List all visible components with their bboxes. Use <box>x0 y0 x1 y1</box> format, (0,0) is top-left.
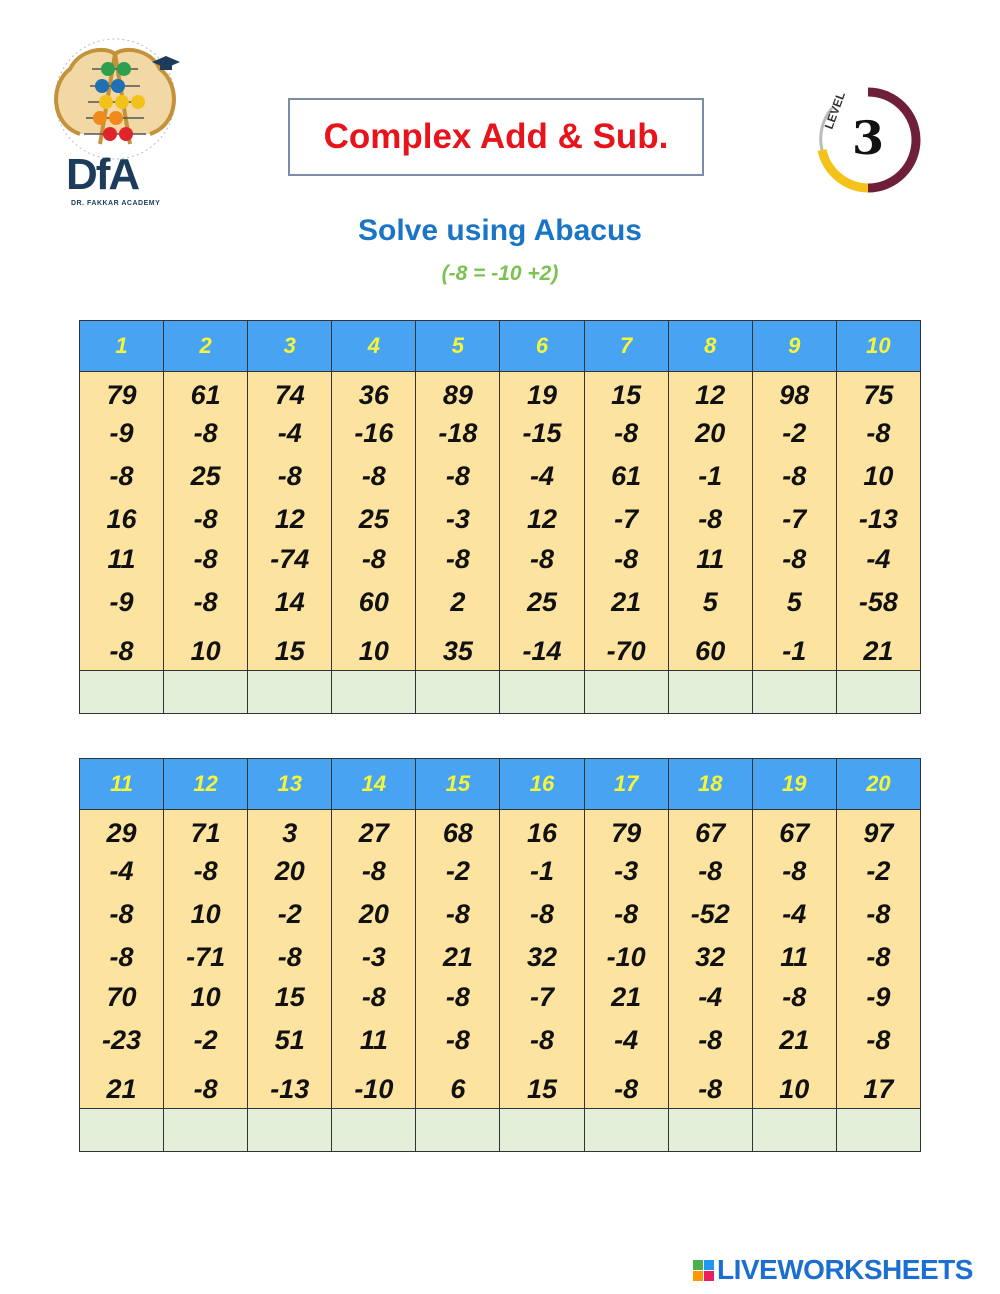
addend: 20 <box>695 418 726 448</box>
problem-column <box>500 810 583 1108</box>
problem-number: 12 <box>164 759 248 810</box>
addend: 67 <box>779 818 810 848</box>
answer-input[interactable] <box>837 1109 920 1151</box>
addend: -7 <box>782 504 807 534</box>
level-word: LEVEL <box>821 89 849 132</box>
addend: 11 <box>780 942 809 972</box>
addend: 10 <box>190 899 221 929</box>
problem-column <box>248 372 331 670</box>
addend: -4 <box>698 982 723 1012</box>
liveworksheets-wordmark: LIVEWORKSHEETS <box>717 1254 973 1285</box>
instruction-hint: (-8 = -10 +2) <box>441 262 559 285</box>
addend: -8 <box>866 418 891 448</box>
addend: -58 <box>858 587 898 617</box>
problem-column <box>80 372 163 670</box>
answer-input[interactable] <box>585 1109 668 1151</box>
addend: 12 <box>695 380 726 410</box>
addend: -8 <box>866 1025 891 1055</box>
problem-table-1 <box>79 320 921 714</box>
answer-input[interactable] <box>669 1109 752 1151</box>
answer-cell[interactable] <box>500 1109 584 1152</box>
answer-input[interactable] <box>164 671 247 713</box>
addend: -1 <box>530 856 555 886</box>
addend: -8 <box>445 899 470 929</box>
problem-number: 5 <box>416 321 500 372</box>
addend: -8 <box>193 856 218 886</box>
addend: 67 <box>695 818 726 848</box>
addend: -8 <box>782 856 807 886</box>
addend: 98 <box>779 380 810 410</box>
addend: -8 <box>445 544 470 574</box>
addend: -8 <box>361 461 386 491</box>
problem-number: 4 <box>332 321 416 372</box>
addend: -13 <box>270 1074 310 1104</box>
addend: -2 <box>277 899 302 929</box>
answer-input[interactable] <box>500 1109 583 1151</box>
addend: 89 <box>442 380 473 410</box>
addend: -8 <box>445 1025 470 1055</box>
addend: 79 <box>106 380 137 410</box>
answer-cell[interactable] <box>80 671 164 714</box>
problem-column <box>332 372 415 670</box>
addend: -8 <box>193 544 218 574</box>
addend: -8 <box>361 544 386 574</box>
problem-column <box>669 372 752 670</box>
addend: 10 <box>779 1074 810 1104</box>
problem-number: 7 <box>584 321 668 372</box>
problem-number: 19 <box>752 759 836 810</box>
addend: -18 <box>438 418 478 448</box>
answer-input[interactable] <box>332 1109 415 1151</box>
addend: 2 <box>450 587 466 617</box>
addend: 25 <box>190 461 221 491</box>
addend: 16 <box>106 504 137 534</box>
addend: 11 <box>107 544 136 574</box>
addend: -8 <box>866 899 891 929</box>
addend: 17 <box>863 1074 894 1104</box>
addend: -14 <box>522 636 562 666</box>
addend: -2 <box>866 856 891 886</box>
addend: -3 <box>614 856 639 886</box>
addend: -8 <box>530 544 555 574</box>
addend: 16 <box>526 818 558 848</box>
addend: 5 <box>702 587 718 617</box>
addend: -8 <box>530 899 555 929</box>
problem-number: 6 <box>500 321 584 372</box>
problem-number: 15 <box>416 759 500 810</box>
answer-input[interactable] <box>416 1109 499 1151</box>
addend: 35 <box>442 636 473 666</box>
problem-number: 2 <box>164 321 248 372</box>
addend: 10 <box>358 636 389 666</box>
answer-input[interactable] <box>248 671 331 713</box>
answer-cell[interactable] <box>752 671 836 714</box>
problem-column <box>753 372 836 670</box>
addend: -71 <box>186 942 226 972</box>
answer-cell[interactable] <box>668 671 752 714</box>
addend: -8 <box>193 1074 218 1104</box>
addend: 79 <box>611 818 642 848</box>
addend: -8 <box>782 544 807 574</box>
problem-column <box>500 372 583 670</box>
answer-cell[interactable] <box>248 1109 332 1152</box>
answer-cell[interactable] <box>416 671 500 714</box>
addend: 97 <box>863 818 894 848</box>
answer-input[interactable] <box>753 1109 836 1151</box>
answer-cell[interactable] <box>584 671 668 714</box>
addend: 12 <box>274 504 305 534</box>
answer-cell[interactable] <box>752 1109 836 1152</box>
addend: 32 <box>526 942 558 972</box>
addend: -4 <box>530 461 555 491</box>
problem-column <box>332 810 415 1108</box>
answer-input[interactable] <box>332 671 415 713</box>
addend: -8 <box>193 418 218 448</box>
answer-input[interactable] <box>416 671 499 713</box>
logo-letters: DfA <box>66 150 139 199</box>
addend: 61 <box>611 461 642 491</box>
addend: 20 <box>274 856 305 886</box>
addend: -4 <box>277 418 302 448</box>
addend: 15 <box>526 1074 558 1104</box>
addend: -8 <box>698 856 723 886</box>
addend: -8 <box>193 587 218 617</box>
answer-input[interactable] <box>80 671 163 713</box>
answer-cell[interactable] <box>164 1109 248 1152</box>
answer-cell[interactable] <box>836 671 920 714</box>
addend: -8 <box>530 1025 555 1055</box>
addend: -8 <box>445 461 470 491</box>
problem-column <box>80 810 163 1108</box>
answer-input[interactable] <box>837 671 920 713</box>
addend: -8 <box>277 942 302 972</box>
answer-cell[interactable] <box>836 1109 920 1152</box>
addend: -8 <box>866 942 891 972</box>
addend: -4 <box>866 544 891 574</box>
problem-number: 17 <box>584 759 668 810</box>
addend: 14 <box>274 587 305 617</box>
answer-input[interactable] <box>500 671 583 713</box>
problem-number: 13 <box>248 759 332 810</box>
answer-cell[interactable] <box>332 671 416 714</box>
addend: 11 <box>696 544 725 574</box>
problem-number: 20 <box>836 759 920 810</box>
problem-number: 14 <box>332 759 416 810</box>
addend: 15 <box>274 982 305 1012</box>
answer-cell[interactable] <box>164 671 248 714</box>
addend: -4 <box>614 1025 639 1055</box>
addend: -23 <box>102 1025 142 1055</box>
problem-number: 16 <box>500 759 584 810</box>
addend: 15 <box>611 380 642 410</box>
problem-column <box>416 810 499 1108</box>
problem-column <box>585 372 668 670</box>
addend: 21 <box>106 1074 137 1104</box>
answer-input[interactable] <box>585 671 668 713</box>
addend: 60 <box>358 587 389 617</box>
addend: 21 <box>863 636 894 666</box>
addend: -8 <box>782 982 807 1012</box>
answer-input[interactable] <box>80 1109 163 1151</box>
addend: -10 <box>606 942 646 972</box>
answer-input[interactable] <box>669 671 752 713</box>
addend: -15 <box>522 418 562 448</box>
addend: 5 <box>786 587 802 617</box>
addend: 27 <box>358 818 389 848</box>
addend: 71 <box>190 818 221 848</box>
addend: -8 <box>614 544 639 574</box>
addend: -8 <box>614 899 639 929</box>
answer-cell[interactable] <box>332 1109 416 1152</box>
addend: -8 <box>109 636 134 666</box>
problem-column <box>837 372 920 670</box>
addend: 61 <box>190 380 221 410</box>
logo-subtitle: DR. FAKKAR ACADEMY <box>71 200 161 207</box>
addend: -52 <box>690 899 730 929</box>
answer-input[interactable] <box>753 671 836 713</box>
addend: -8 <box>361 982 386 1012</box>
addend: 15 <box>274 636 305 666</box>
problem-column <box>248 810 331 1108</box>
addend: -8 <box>109 899 134 929</box>
addend: -70 <box>606 636 646 666</box>
addend: -8 <box>361 856 386 886</box>
addend: 29 <box>106 818 137 848</box>
addend: 60 <box>695 636 726 666</box>
problem-column <box>585 810 668 1108</box>
instruction-heading: Solve using Abacus <box>358 214 642 247</box>
addend: -8 <box>109 461 134 491</box>
addend: -8 <box>109 942 134 972</box>
addend: 10 <box>863 461 894 491</box>
answer-cell[interactable] <box>584 1109 668 1152</box>
addend: 51 <box>274 1025 305 1055</box>
addend: 36 <box>358 380 389 410</box>
brain-abacus-icon <box>40 34 190 164</box>
problem-number: 11 <box>80 759 164 810</box>
addend: 11 <box>359 1025 388 1055</box>
problem-number: 8 <box>668 321 752 372</box>
addend: 6 <box>450 1074 466 1104</box>
addend: -7 <box>614 504 639 534</box>
level-number: 3 <box>851 111 885 165</box>
addend: 21 <box>611 982 642 1012</box>
liveworksheets-logo-icon <box>692 1259 714 1281</box>
addend: 20 <box>358 899 389 929</box>
addend: 21 <box>611 587 642 617</box>
answer-cell[interactable] <box>248 671 332 714</box>
addend: -2 <box>782 418 807 448</box>
problem-number: 3 <box>248 321 332 372</box>
problem-column <box>837 810 920 1108</box>
addend: -9 <box>866 982 891 1012</box>
addend: 10 <box>190 636 221 666</box>
addend: -8 <box>614 1074 639 1104</box>
addend: 21 <box>779 1025 810 1055</box>
problem-number: 10 <box>836 321 920 372</box>
addend: -8 <box>698 1025 723 1055</box>
answer-input[interactable] <box>248 1109 331 1151</box>
addend: -10 <box>354 1074 394 1104</box>
addend: 75 <box>863 380 894 410</box>
problem-number: 9 <box>752 321 836 372</box>
answer-cell[interactable] <box>500 671 584 714</box>
problem-column <box>669 810 752 1108</box>
liveworksheets-brand <box>692 1254 973 1286</box>
addend: -3 <box>361 942 386 972</box>
problem-number: 1 <box>80 321 164 372</box>
addend: -2 <box>193 1025 218 1055</box>
addend: 10 <box>190 982 221 1012</box>
addend: -4 <box>109 856 134 886</box>
level-ring-icon <box>812 84 924 196</box>
problem-column <box>753 810 836 1108</box>
addend: -7 <box>530 982 555 1012</box>
addend: -74 <box>270 544 310 574</box>
problem-number: 18 <box>668 759 752 810</box>
addend: -1 <box>698 461 723 491</box>
answer-cell[interactable] <box>80 1109 164 1152</box>
addend: 3 <box>282 818 298 848</box>
addend: 12 <box>526 504 558 534</box>
addend: 32 <box>695 942 726 972</box>
addend: 68 <box>442 818 473 848</box>
problem-column <box>164 372 247 670</box>
problem-table-2 <box>79 758 921 1152</box>
addend: -8 <box>698 1074 723 1104</box>
addend: -9 <box>109 418 134 448</box>
addend: 70 <box>106 982 137 1012</box>
addend: -8 <box>698 504 723 534</box>
answer-cell[interactable] <box>416 1109 500 1152</box>
addend: -8 <box>614 418 639 448</box>
addend: -8 <box>193 504 218 534</box>
addend: -2 <box>445 856 470 886</box>
addend: -4 <box>782 899 807 929</box>
addend: -9 <box>109 587 134 617</box>
answer-cell[interactable] <box>668 1109 752 1152</box>
addend: 74 <box>274 380 305 410</box>
addend: -3 <box>445 504 470 534</box>
answer-input[interactable] <box>164 1109 247 1151</box>
addend: -16 <box>354 418 394 448</box>
problem-column <box>164 810 247 1108</box>
problem-column <box>416 372 499 670</box>
addend: -1 <box>782 636 807 666</box>
addend: -8 <box>277 461 302 491</box>
addend: 19 <box>526 380 558 410</box>
addend: -8 <box>445 982 470 1012</box>
level-badge <box>812 84 924 196</box>
addend: 25 <box>526 587 558 617</box>
worksheet-title: Complex Add & Sub. <box>288 98 704 176</box>
addend: 21 <box>442 942 473 972</box>
addend: 25 <box>358 504 389 534</box>
addend: -8 <box>782 461 807 491</box>
addend: -13 <box>858 504 898 534</box>
